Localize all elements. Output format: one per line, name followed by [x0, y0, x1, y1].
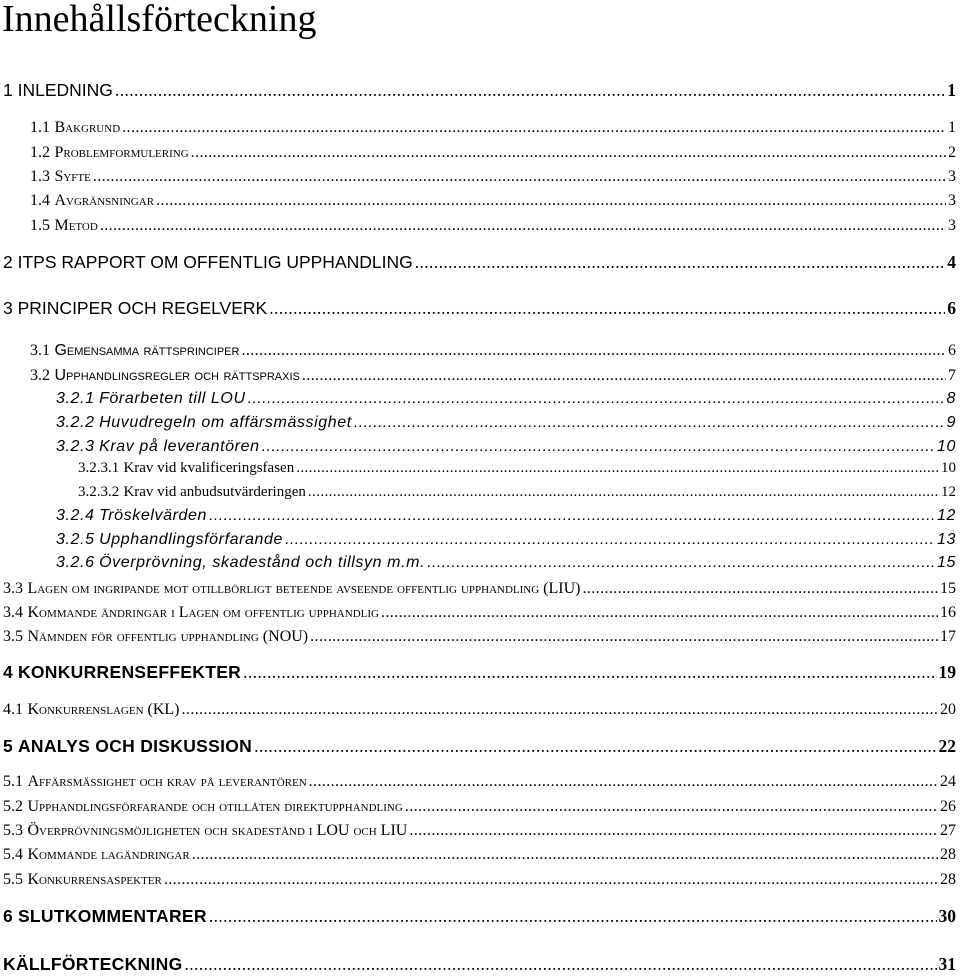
- entry-page-number: 30: [938, 906, 956, 926]
- dot-leader: [409, 819, 938, 843]
- toc-entry-4[interactable]: [3, 660, 956, 684]
- toc-entry-3-2[interactable]: [30, 364, 956, 388]
- dot-leader: [164, 868, 938, 892]
- entry-number: 5.3: [3, 822, 23, 839]
- entry-number: 3.2.5: [56, 531, 95, 548]
- entry-number: 3.2.2: [56, 414, 95, 431]
- entry-page-number: 3: [948, 168, 956, 185]
- toc-entry-5-3[interactable]: [3, 819, 956, 843]
- dot-leader: [192, 843, 938, 867]
- toc-entry-1[interactable]: [3, 78, 956, 102]
- toc-entry-3-3[interactable]: [3, 577, 956, 601]
- entry-page-number: 3: [948, 192, 956, 209]
- entry-title: Upphandlingsregler och rättspraxis: [54, 367, 300, 384]
- toc-entry-1-4[interactable]: [30, 189, 956, 213]
- entry-number: 5.5: [3, 871, 23, 888]
- entry-page-number: 7: [948, 367, 956, 384]
- toc-entry-1-2[interactable]: [30, 141, 956, 165]
- entry-title: Upphandlingsförfarande: [99, 531, 284, 548]
- entry-title: Kommande lagändringar: [27, 846, 190, 863]
- entry-page-number: 28: [940, 846, 956, 863]
- entry-number: 4.1: [3, 701, 23, 718]
- dot-leader: [269, 296, 945, 320]
- entry-title: Överprövning, skadestånd och tillsyn m.m.: [99, 554, 426, 571]
- entry-page-number: 6: [948, 342, 956, 359]
- toc-entry-5-1[interactable]: [3, 770, 956, 794]
- entry-title: Upphandlingsförfarande och otillåten direktupphandling: [27, 798, 403, 815]
- entry-number: 5.1: [3, 773, 23, 790]
- entry-title: ITPS RAPPORT OM OFFENTLIG UPPHANDLING: [17, 252, 413, 272]
- entry-page-number: 12: [941, 484, 956, 500]
- toc-entry-4-1[interactable]: [3, 698, 956, 722]
- toc-entry-6[interactable]: [3, 904, 956, 928]
- entry-title: Överprövningsmöjligheten och skadestånd i LOU och LIU: [27, 822, 408, 839]
- entry-title: KONKURRENSEFFEKTER: [17, 662, 242, 682]
- entry-title: Konkurrenslagen (KL): [27, 701, 180, 718]
- entry-title: INLEDNING: [17, 80, 113, 100]
- entry-number: 1.5: [30, 217, 50, 234]
- entry-page-number: 3: [948, 217, 956, 234]
- dot-leader: [93, 165, 946, 189]
- entry-page-number: 1: [947, 80, 956, 100]
- entry-title: Tröskelvärden: [99, 507, 208, 524]
- toc-entry-3-2-3-1[interactable]: [78, 456, 956, 480]
- toc-entry-3-4[interactable]: [3, 601, 956, 625]
- entry-page-number: 4: [947, 252, 956, 272]
- entry-title: Huvudregeln om affärsmässighet: [99, 414, 352, 431]
- toc-entry-3-2-1[interactable]: [56, 387, 956, 411]
- entry-page-number: 6: [947, 298, 956, 318]
- entry-number: 3.5: [3, 628, 23, 645]
- dot-leader: [241, 339, 946, 363]
- entry-title: Affärsmässighet och krav på leverantören: [27, 773, 307, 790]
- entry-page-number: 8: [946, 390, 956, 407]
- entry-title: Problemformulering: [54, 144, 189, 161]
- entry-number: 3.2.3: [56, 438, 95, 455]
- toc-entry-3-1[interactable]: [30, 339, 956, 363]
- entry-page-number: 24: [940, 773, 956, 790]
- entry-title: Gemensamma rättsprinciper: [54, 342, 240, 359]
- entry-number: 1.2: [30, 144, 50, 161]
- dot-leader: [309, 770, 938, 794]
- entry-number: 1.1: [30, 119, 50, 136]
- entry-page-number: 10: [941, 460, 956, 476]
- dot-leader: [115, 78, 945, 102]
- toc-entry-3-2-5[interactable]: [56, 528, 956, 552]
- entry-title: Konkurrensaspekter: [27, 871, 162, 888]
- dot-leader: [354, 411, 945, 435]
- toc-entry-1-5[interactable]: [30, 214, 956, 238]
- toc-entry-3-2-2[interactable]: [56, 411, 956, 435]
- dot-leader: [308, 480, 939, 504]
- entry-page-number: 10: [937, 438, 956, 455]
- entry-number: 5.2: [3, 798, 23, 815]
- toc-heading: Innehållsförteckning: [2, 0, 317, 40]
- entry-page-number: 15: [940, 580, 956, 597]
- toc-entry-3-2-6[interactable]: [56, 551, 956, 575]
- entry-number: 1: [3, 80, 13, 100]
- toc-entry-3-5[interactable]: [3, 625, 956, 649]
- entry-title: Krav vid anbudsutvärderingen: [123, 484, 306, 500]
- entry-page-number: 15: [937, 554, 956, 571]
- entry-number: 1.3: [30, 168, 50, 185]
- dot-leader: [184, 952, 936, 976]
- dot-leader: [582, 577, 938, 601]
- dot-leader: [310, 625, 938, 649]
- entry-page-number: 28: [940, 871, 956, 888]
- dot-leader: [296, 456, 939, 480]
- entry-title: PRINCIPER OCH REGELVERK: [17, 298, 268, 318]
- entry-number: 2: [3, 252, 13, 272]
- entry-title: Avgränsningar: [54, 192, 155, 209]
- dot-leader: [182, 698, 938, 722]
- toc-entry-3[interactable]: [3, 296, 956, 320]
- entry-page-number: 22: [938, 736, 956, 756]
- entry-title: Bakgrund: [54, 119, 121, 136]
- entry-title: Krav vid kvalificeringsfasen: [123, 460, 295, 476]
- entry-page-number: 17: [940, 628, 956, 645]
- entry-title: Nämnden för offentlig upphandling (NOU): [27, 628, 309, 645]
- entry-page-number: 12: [937, 507, 956, 524]
- entry-page-number: 16: [940, 604, 956, 621]
- toc-entry-5-5[interactable]: [3, 868, 956, 892]
- entry-page-number: 2: [948, 144, 956, 161]
- toc-entry-kallforteckning[interactable]: [3, 952, 956, 976]
- dot-leader: [243, 660, 936, 684]
- toc-entry-5-4[interactable]: [3, 843, 956, 867]
- entry-page-number: 31: [938, 954, 956, 974]
- dot-leader: [254, 734, 936, 758]
- dot-leader: [100, 214, 946, 238]
- entry-number: 3.2.6: [56, 554, 95, 571]
- entry-page-number: 26: [940, 798, 956, 815]
- toc-entry-3-2-4[interactable]: [56, 504, 956, 528]
- dot-leader: [415, 250, 946, 274]
- dot-leader: [209, 504, 935, 528]
- toc-entry-2[interactable]: [3, 250, 956, 274]
- entry-title: Krav på leverantören: [99, 438, 260, 455]
- toc-entry-5[interactable]: [3, 734, 956, 758]
- entry-number: 5.4: [3, 846, 23, 863]
- dot-leader: [405, 795, 938, 819]
- dot-leader: [156, 189, 946, 213]
- entry-page-number: 9: [946, 414, 956, 431]
- toc-entry-1-1[interactable]: [30, 116, 956, 140]
- entry-number: 3.2.4: [56, 507, 95, 524]
- entry-page-number: 13: [937, 531, 956, 548]
- entry-number: 3: [3, 298, 13, 318]
- entry-page-number: 1: [948, 119, 956, 136]
- toc-entry-5-2[interactable]: [3, 795, 956, 819]
- entry-number: 3.4: [3, 604, 23, 621]
- entry-number: 1.4: [30, 192, 50, 209]
- entry-number: 3.1: [30, 342, 50, 359]
- entry-title: Kommande ändringar i Lagen om offentlig upphandlig: [27, 604, 379, 621]
- dot-leader: [122, 116, 946, 140]
- toc-entry-1-3[interactable]: [30, 165, 956, 189]
- entry-title: Förarbeten till LOU: [99, 390, 246, 407]
- dot-leader: [302, 364, 946, 388]
- entry-title: ANALYS OCH DISKUSSION: [17, 736, 253, 756]
- entry-title: Lagen om ingripande mot otillbörligt beteende avseende offentlig upphandling (LIU): [27, 580, 581, 597]
- dot-leader: [191, 141, 946, 165]
- dot-leader: [427, 551, 935, 575]
- toc-entry-3-2-3-2[interactable]: [78, 480, 956, 504]
- entry-number: 4: [3, 662, 14, 682]
- entry-page-number: 19: [938, 662, 956, 682]
- entry-number: 3.2.3.2: [78, 484, 120, 500]
- dot-leader: [209, 904, 937, 928]
- entry-number: 3.2.1: [56, 390, 95, 407]
- entry-title: Metod: [54, 217, 98, 234]
- entry-number: 5: [3, 736, 14, 756]
- entry-page-number: 20: [940, 701, 956, 718]
- entry-title: SLUTKOMMENTARER: [17, 906, 207, 926]
- entry-number: 6: [3, 906, 14, 926]
- entry-page-number: 27: [940, 822, 956, 839]
- dot-leader: [248, 387, 945, 411]
- entry-number: 3.2: [30, 367, 50, 384]
- entry-number: 3.2.3.1: [78, 460, 120, 476]
- entry-title: KÄLLFÖRTECKNING: [3, 954, 183, 974]
- entry-title: Syfte: [54, 168, 91, 185]
- dot-leader: [285, 528, 935, 552]
- entry-number: 3.3: [3, 580, 23, 597]
- dot-leader: [381, 601, 938, 625]
